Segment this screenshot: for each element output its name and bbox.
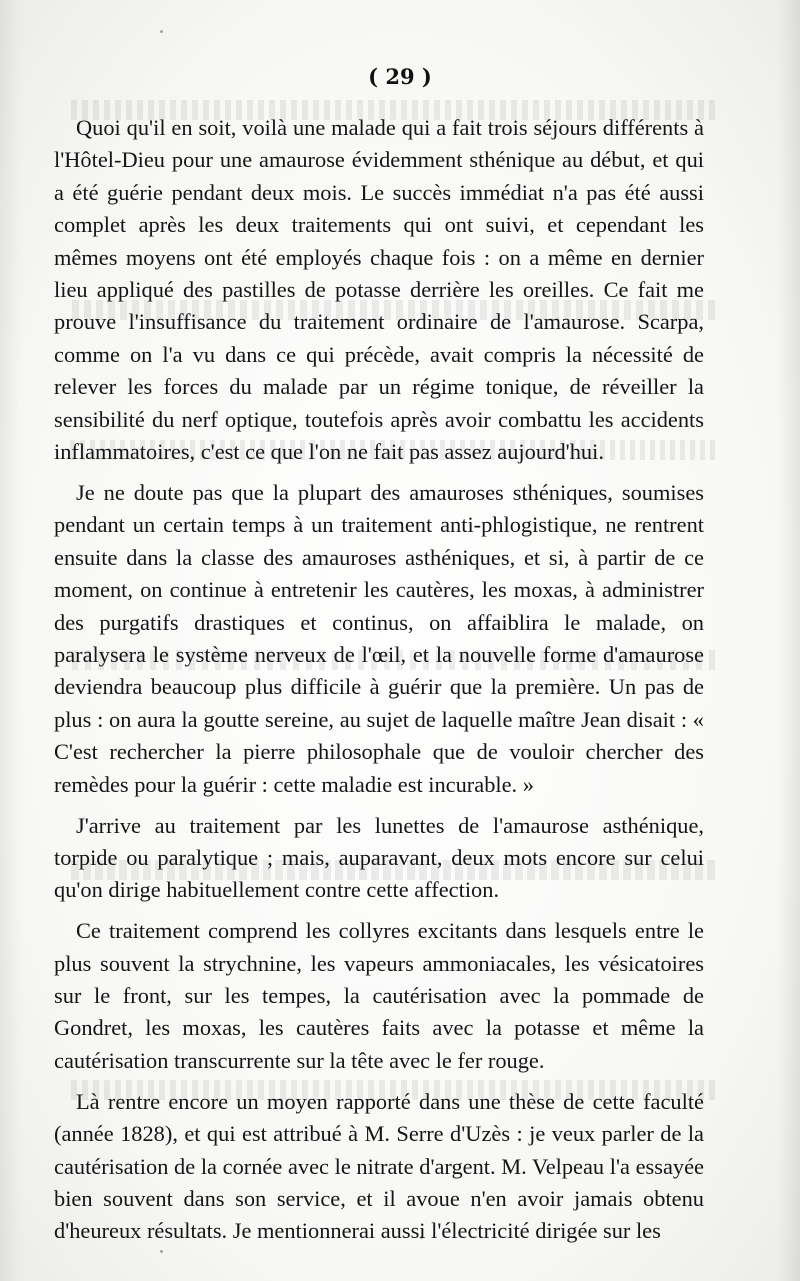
paragraph: Quoi qu'il en soit, voilà une malade qui a fait trois séjours différents à l'Hôtel-Dieu pour une amaurose évidemment sthénique au début, et qui a été guérie pendant deux mois. Le succès immédiat n'a pas été aussi complet après les deux traitements qui ont suivi, et cependant les mêmes moyens ont été employés chaque fois : on a même en dernier lieu appliqué des pastilles de potasse derrière les oreilles. Ce fait me prouve l'insuffisance du traitement ordinaire de l'amaurose. Scarpa, comme on l'a vu dans ce qui précède, avait compris la nécessité de relever les forces du malade par un régime tonique, de réveiller la sensibilité du nerf optique, toutefois après avoir combattu les accidents inflammatoires, c'est ce que l'on ne fait pas assez aujourd'hui. — [54, 115, 704, 465]
right-page-shadow — [778, 0, 800, 1281]
paragraph: Ce traitement comprend les collyres excitants dans lesquels entre le plus souvent la strychnine, les vapeurs ammoniacales, les vésicatoires sur le front, sur les tempes, la cautérisation avec la pommade de Gondret, les moxas, les cautères faits avec la potasse et même la cautérisation transcurrente sur la tête avec le fer rouge. — [54, 918, 704, 1073]
left-page-shadow — [0, 0, 22, 1281]
body-text — [54, 112, 704, 1256]
paragraph: Je ne doute pas que la plupart des amauroses sthéniques, soumises pendant un certain temps à un traitement anti-phlogistique, ne rentrent ensuite dans la classe des amauroses asthéniques, et si, à partir de ce moment, on continue à entretenir les cautères, les moxas, à administrer des purgatifs drastiques et continus, on affaiblira le malade, on paralysera le système nerveux de l'œil, et la nouvelle forme d'amaurose deviendra beaucoup plus difficile à guérir que la première. Un pas de plus : on aura la goutte sereine, au sujet de laquelle maître Jean disait : « C'est rechercher la pierre philosophale que de vouloir chercher des remèdes pour la guérir : cette maladie est incurable. » — [54, 479, 704, 797]
paragraph: Là rentre encore un moyen rapporté dans une thèse de cette faculté (année 1828), et qui est attribué à M. Serre d'Uzès : je veux parler de la cautérisation de la cornée avec le nitrate d'argent. M. Velpeau l'a essayée bien souvent dans son service, et il avoue n'en avoir jamais obtenu d'heureux résultats. Je mentionnerai aussi l'électricité dirigée sur les — [54, 1088, 704, 1244]
page-number: ( 29 ) — [368, 64, 432, 89]
paragraph: J'arrive au traitement par les lunettes de l'amaurose asthénique, torpide ou paralytique ; mais, auparavant, deux mots encore sur celui qu'on dirige habituellement contre cette affection. — [54, 812, 704, 903]
paper-speck — [160, 30, 163, 33]
